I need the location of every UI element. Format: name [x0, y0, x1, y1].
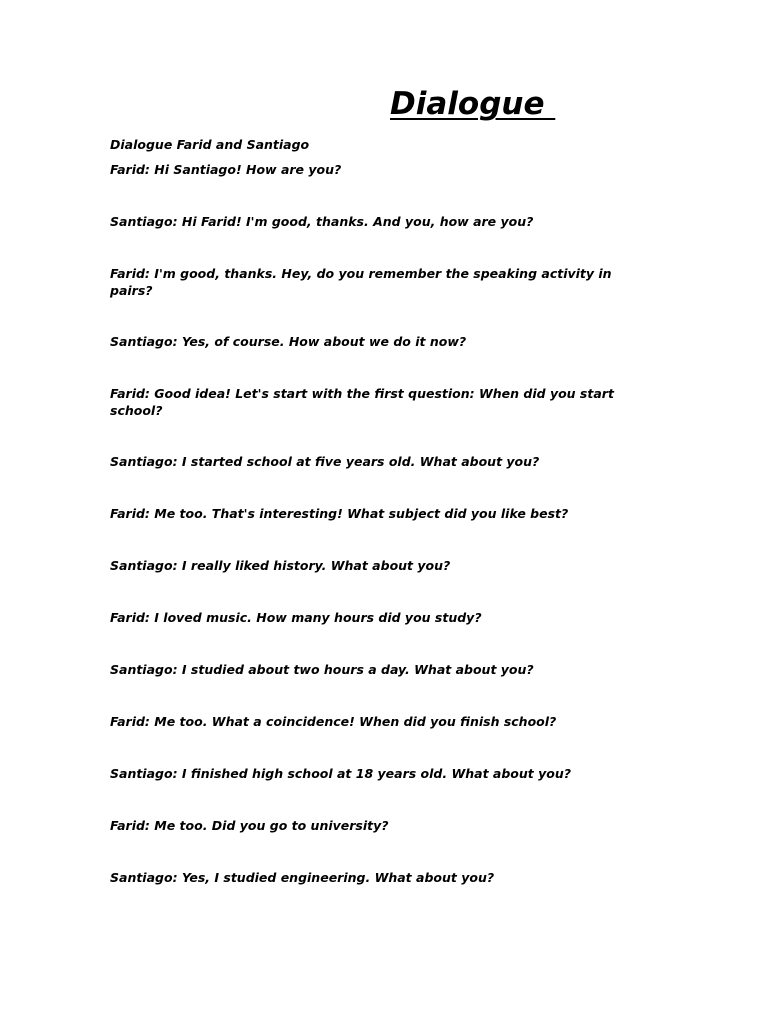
- dialogue-line: Santiago: I started school at five years old. What about you?: [110, 454, 540, 469]
- dialogue-line: Farid: Me too. What a coincidence! When did you finish school?: [110, 714, 557, 729]
- dialogue-line: Farid: Hi Santiago! How are you?: [110, 162, 342, 177]
- dialogue-line: Santiago: Hi Farid! I'm good, thanks. And you, how are you?: [110, 214, 534, 229]
- document-title: Dialogue: [390, 86, 556, 122]
- dialogue-line: Farid: Me too. That's interesting! What subject did you like best?: [110, 506, 569, 521]
- dialogue-line: Santiago: I really liked history. What about you?: [110, 558, 451, 573]
- dialogue-line: Farid: Me too. Did you go to university?: [110, 818, 389, 833]
- dialogue-line: Farid: I loved music. How many hours did you study?: [110, 610, 482, 625]
- dialogue-line: Santiago: I studied about two hours a day. What about you?: [110, 662, 534, 677]
- document-subtitle: Dialogue Farid and Santiago: [110, 137, 310, 152]
- dialogue-line: Farid: I'm good, thanks. Hey, do you remember the speaking activity in pairs?: [110, 266, 612, 298]
- dialogue-line: Farid: Good idea! Let's start with the first question: When did you start school?: [110, 386, 614, 418]
- dialogue-line: Santiago: I finished high school at 18 years old. What about you?: [110, 766, 571, 781]
- dialogue-line: Santiago: Yes, I studied engineering. What about you?: [110, 870, 495, 885]
- dialogue-line: Santiago: Yes, of course. How about we do it now?: [110, 334, 467, 349]
